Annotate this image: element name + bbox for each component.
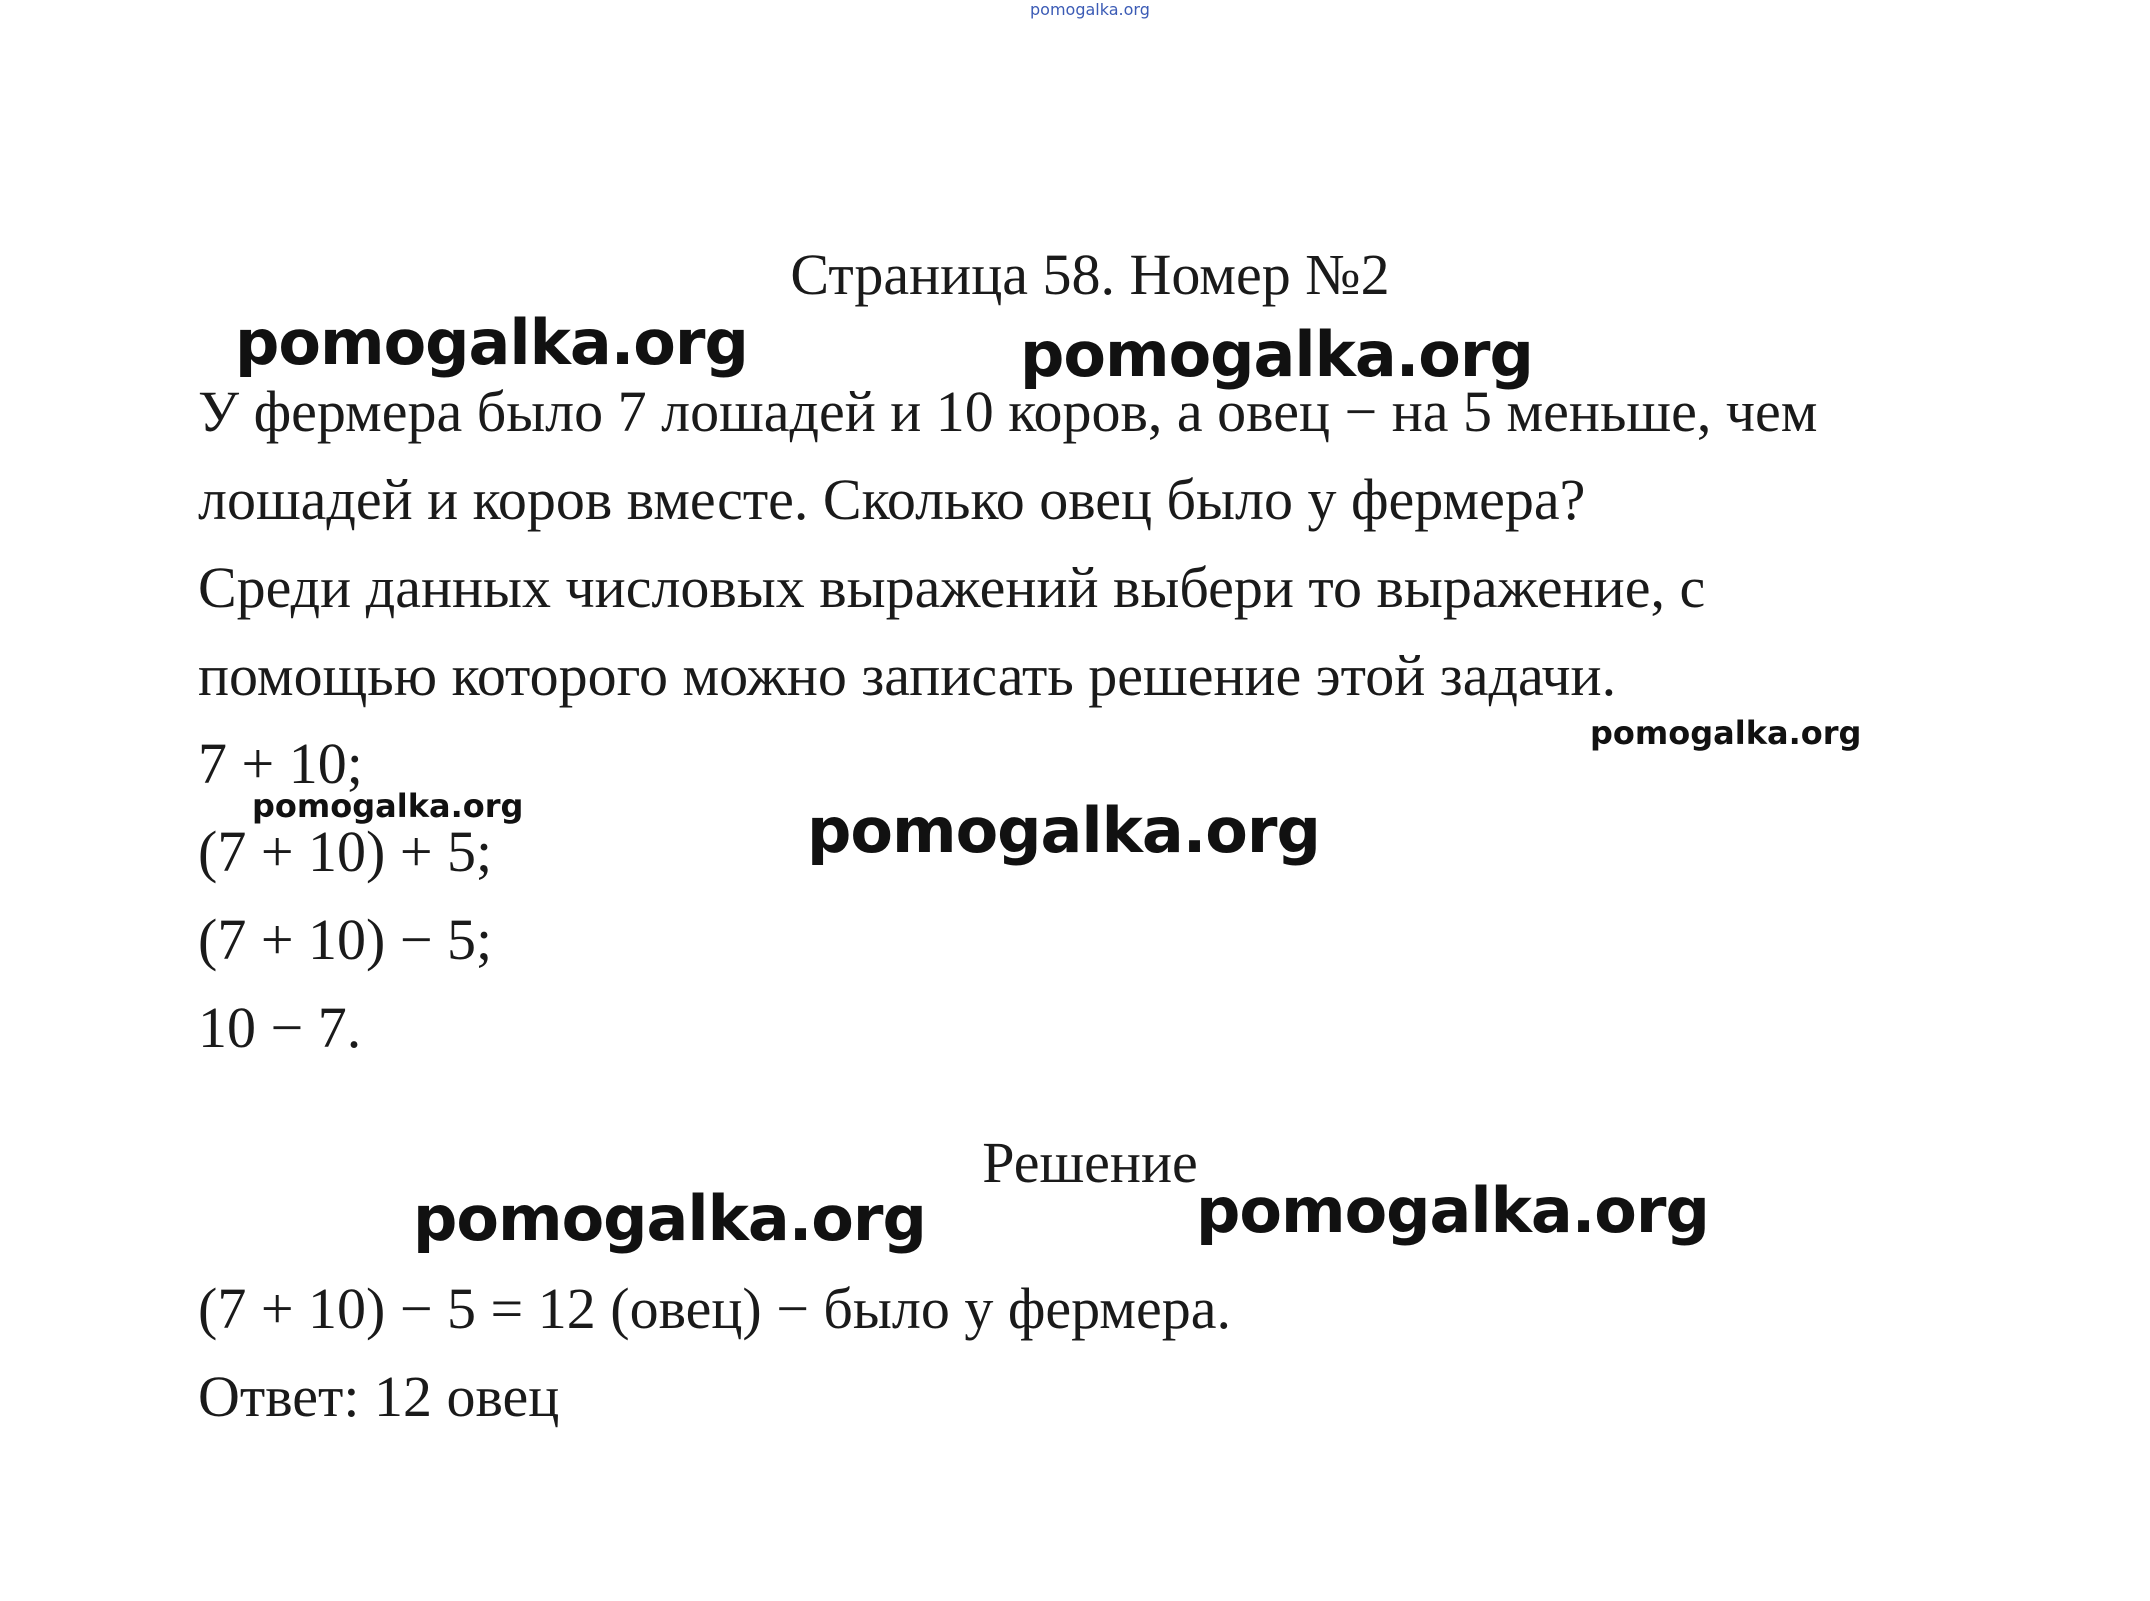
problem-line: помощью которого можно записать решение этой задачи. — [198, 643, 1617, 708]
problem-line: У фермера было 7 лошадей и 10 коров, а овец − на 5 меньше, чем — [198, 379, 1818, 444]
option-expression: (7 + 10) + 5; — [198, 819, 493, 884]
page-title: Страница 58. Номер №2 — [790, 242, 1390, 307]
watermark: pomogalka.org — [807, 794, 1320, 867]
option-expression: 7 + 10; — [198, 731, 363, 796]
watermark: pomogalka.org — [252, 787, 524, 825]
solution-line: (7 + 10) − 5 = 12 (овец) − было у фермера. — [198, 1276, 1231, 1341]
option-expression: (7 + 10) − 5; — [198, 907, 493, 972]
solution-heading: Решение — [982, 1130, 1198, 1195]
problem-line: Среди данных числовых выражений выбери то выражение, с — [198, 555, 1706, 620]
option-expression: 10 − 7. — [198, 995, 362, 1060]
watermark: pomogalka.org — [413, 1182, 926, 1255]
answer-line: Ответ: 12 овец — [198, 1364, 560, 1429]
watermark: pomogalka.org — [1020, 318, 1533, 391]
watermark: pomogalka.org — [235, 306, 748, 379]
top-watermark: pomogalka.org — [1030, 0, 1150, 19]
watermark: pomogalka.org — [1196, 1174, 1709, 1247]
watermark: pomogalka.org — [1590, 714, 1862, 752]
problem-line: лошадей и коров вместе. Сколько овец было у фермера? — [198, 467, 1586, 532]
